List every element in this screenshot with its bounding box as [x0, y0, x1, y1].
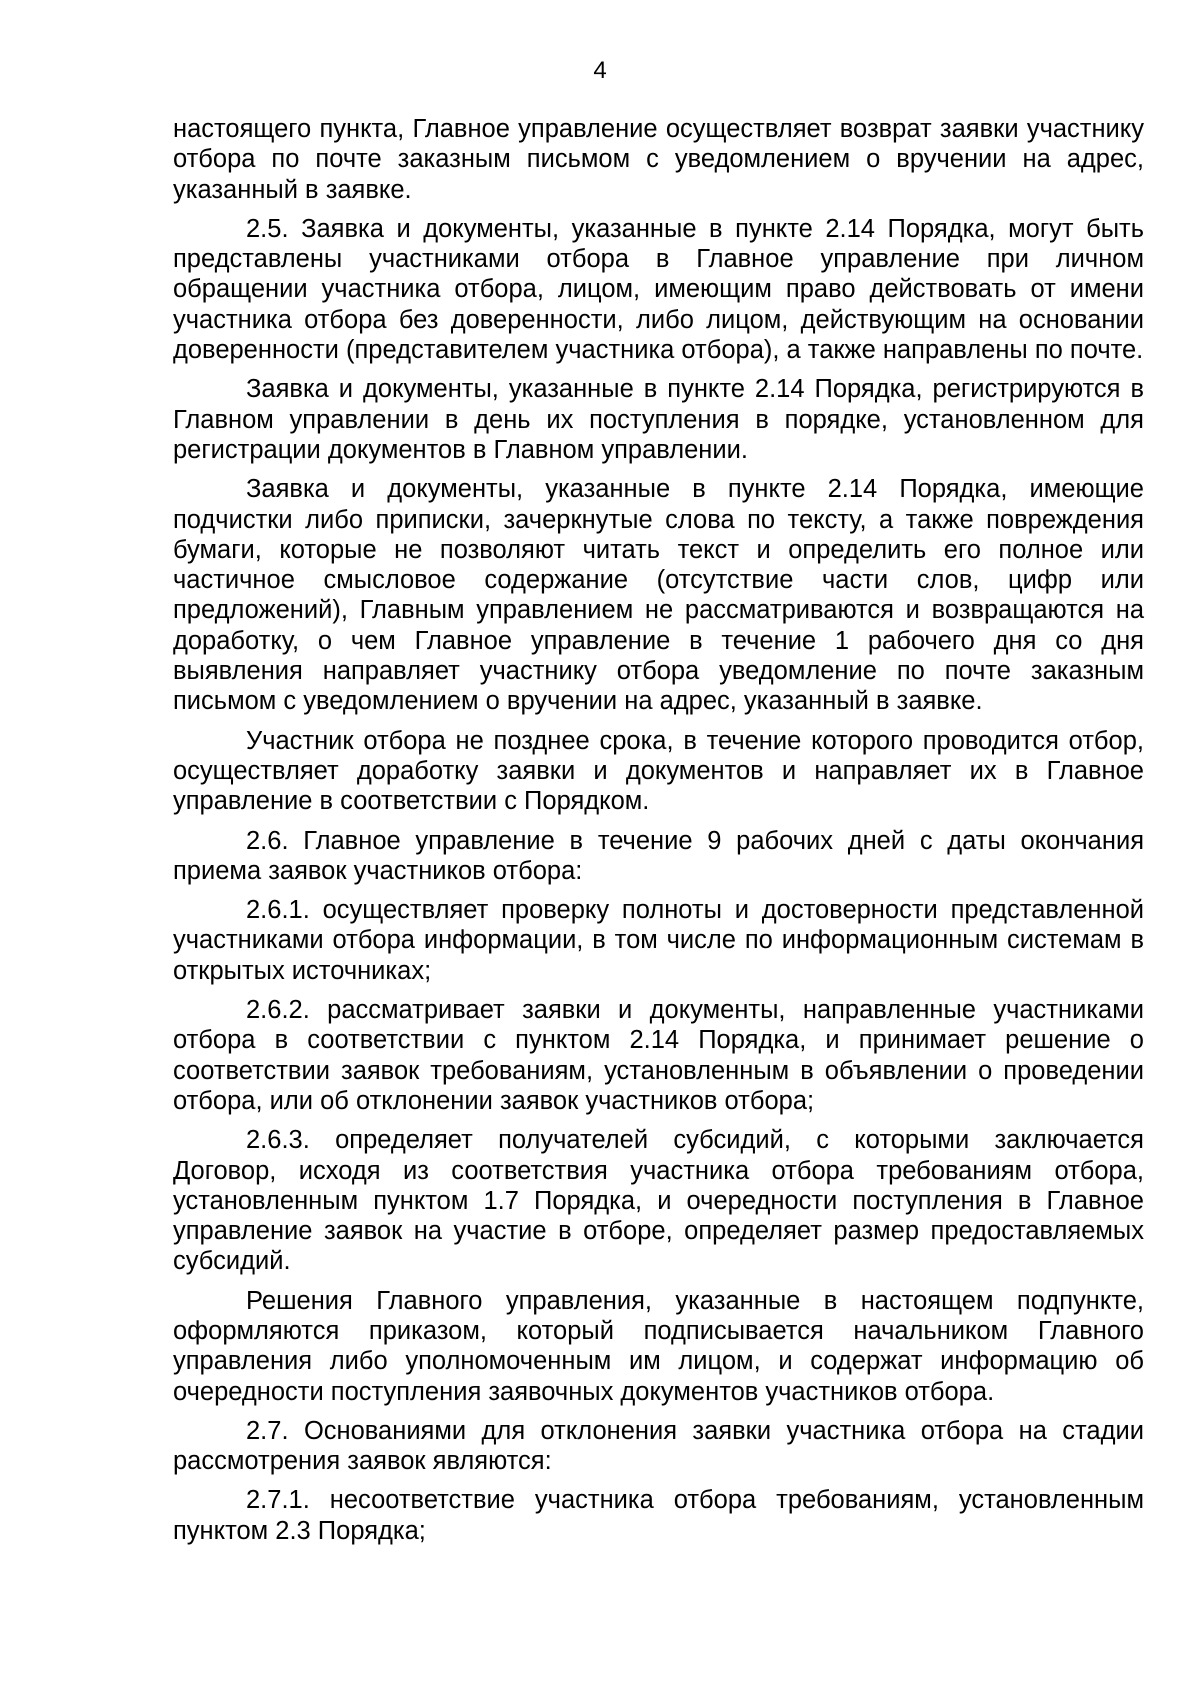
paragraph-revision-deadline: Участник отбора не позднее срока, в течение которого проводится отбор, осуществляет доработку заявки и документов и направляет их в Главное управление в соответствии с Порядком.	[173, 726, 1144, 816]
paragraph-2-6-2: 2.6.2. рассматривает заявки и документы, направленные участниками отбора в соответствии с пунктом 2.14 Порядка, и принимает решение о соответствии заявок требованиям, установленным в объявлении о проведении отбора, или об отклонении заявок участников отбора;	[173, 996, 1144, 1115]
paragraph-2-7-1: 2.7.1. несоответствие участника отбора требованиям, установленным пунктом 2.3 Порядка;	[173, 1486, 1144, 1545]
paragraph-2-6-1: 2.6.1. осуществляет проверку полноты и достоверности представленной участниками отбора информации, в том числе по информационным системам в открытых источниках;	[173, 896, 1144, 985]
paragraph-return-for-revision: Заявка и документы, указанные в пункте 2.14 Порядка, имеющие подчистки либо приписки, зачеркнутые слова по тексту, а также повреждения бумаги, которые не позволяют читать текст и определить его полное или частичное смысловое содержание (отсутствие части слов, цифр или предложений), Главным управлением не рассматриваются и возвращаются на доработку, о чем Главное управление в течение 1 рабочего дня со дня выявления направляет участнику отбора уведомление по почте заказным письмом с уведомлением о вручении на адрес, указанный в заявке.	[173, 475, 1144, 716]
paragraph-2-6: 2.6. Главное управление в течение 9 рабочих дней с даты окончания приема заявок участников отбора:	[173, 826, 1144, 885]
paragraph-decisions: Решения Главного управления, указанные в настоящем подпункте, оформляются приказом, который подписывается начальником Главного управления либо уполномоченным им лицом, и содержат информацию об очередности поступления заявочных документов участников отбора.	[173, 1286, 1144, 1406]
paragraph-2-7: 2.7. Основаниями для отклонения заявки участника отбора на стадии рассмотрения заявок являются:	[173, 1416, 1144, 1476]
paragraph-2-5: 2.5. Заявка и документы, указанные в пункте 2.14 Порядка, могут быть представлены участниками отбора в Главное управление при личном обращении участника отбора, лицом, имеющим право действовать от имени участника отбора без доверенности, либо лицом, действующим на основании доверенности (представителем участника отбора), а также направлены по почте.	[173, 214, 1144, 365]
paragraph-2-6-3: 2.6.3. определяет получателей субсидий, с которыми заключается Договор, исходя из соответствия участника отбора требованиям отбора, установленным пунктом 1.7 Порядка, и очередности поступления в Главное управление заявок на участие в отборе, определяет размер предоставляемых субсидий.	[173, 1126, 1144, 1276]
paragraph-registration: Заявка и документы, указанные в пункте 2.14 Порядка, регистрируются в Главном управлении в день их поступления в порядке, установленном для регистрации документов в Главном управлении.	[173, 375, 1144, 464]
page-number: 4	[593, 57, 607, 84]
paragraph-continuation: настоящего пункта, Главное управление осуществляет возврат заявки участнику отбора по почте заказным письмом с уведомлением о вручении на адрес, указанный в заявке.	[173, 115, 1144, 204]
document-body	[173, 114, 1144, 1555]
